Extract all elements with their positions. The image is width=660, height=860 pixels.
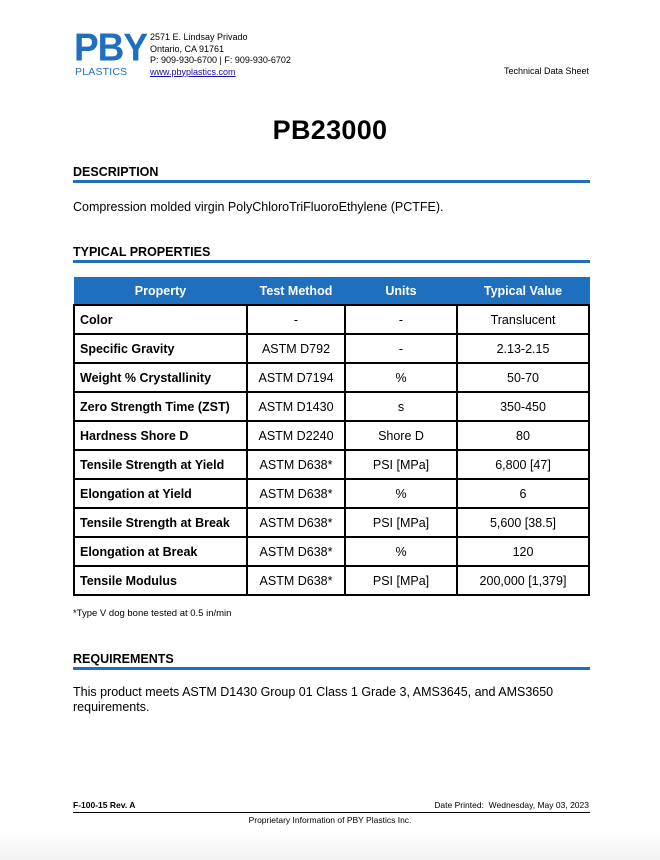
typical-value: 120 xyxy=(457,537,589,566)
table-header-row xyxy=(74,277,589,305)
company-address xyxy=(150,32,291,78)
typical-properties-heading: TYPICAL PROPERTIES xyxy=(73,245,590,263)
typical-value: 5,600 [38.5] xyxy=(457,508,589,537)
property-name: Hardness Shore D xyxy=(74,421,247,450)
property-name: Specific Gravity xyxy=(74,334,247,363)
property-name: Zero Strength Time (ZST) xyxy=(74,392,247,421)
property-name: Tensile Strength at Break xyxy=(74,508,247,537)
table-row xyxy=(74,392,589,421)
test-method: ASTM D792 xyxy=(247,334,345,363)
property-name: Tensile Modulus xyxy=(74,566,247,595)
address-line-2: Ontario, CA 91761 xyxy=(150,43,225,54)
description-heading: DESCRIPTION xyxy=(73,165,590,183)
units: % xyxy=(345,363,457,392)
test-method: ASTM D7194 xyxy=(247,363,345,392)
date-printed-value: Wednesday, May 03, 2023 xyxy=(488,800,589,810)
column-header-test-method: Test Method xyxy=(247,277,345,305)
test-method: ASTM D638* xyxy=(247,508,345,537)
units: - xyxy=(345,305,457,334)
typical-value: 350-450 xyxy=(457,392,589,421)
proprietary-notice: Proprietary Information of PBY Plastics Inc. xyxy=(248,815,412,825)
typical-value: 6,800 [47] xyxy=(457,450,589,479)
address-line-1: 2571 E. Lindsay Privado xyxy=(150,32,248,42)
footer-divider xyxy=(73,812,590,813)
property-name: Elongation at Yield xyxy=(74,479,247,508)
table-row xyxy=(74,537,589,566)
units: PSI [MPa] xyxy=(345,566,457,595)
date-printed-label: Date Printed: xyxy=(434,800,484,810)
units: % xyxy=(345,537,457,566)
requirements-heading: REQUIREMENTS xyxy=(73,652,590,670)
properties-table xyxy=(73,277,590,596)
table-footnote: *Type V dog bone tested at 0.5 in/min xyxy=(73,608,232,619)
form-number: F-100-15 Rev. A xyxy=(73,800,136,810)
phone-fax-line: P: 909-930-6700 | F: 909-930-6702 xyxy=(150,55,291,65)
table-row xyxy=(74,334,589,363)
description-text: Compression molded virgin PolyChloroTriFluoroEthylene (PCTFE). xyxy=(73,200,444,214)
units: s xyxy=(345,392,457,421)
table-row xyxy=(74,566,589,595)
page-title: PB23000 xyxy=(272,115,388,145)
typical-value: 6 xyxy=(457,479,589,508)
table-row xyxy=(74,421,589,450)
typical-value: 2.13-2.15 xyxy=(457,334,589,363)
test-method: ASTM D2240 xyxy=(247,421,345,450)
property-name: Tensile Strength at Yield xyxy=(74,450,247,479)
table-row xyxy=(74,305,589,334)
table-row xyxy=(74,508,589,537)
requirements-text: This product meets ASTM D1430 Group 01 Class 1 Grade 3, AMS3645, and AMS3650 requirements. xyxy=(73,685,554,714)
page-bottom-shade xyxy=(0,832,660,860)
test-method: ASTM D1430 xyxy=(247,392,345,421)
typical-value: Translucent xyxy=(457,305,589,334)
typical-value: 200,000 [1,379] xyxy=(457,566,589,595)
website-link[interactable]: www.pbyplastics.com xyxy=(150,66,236,77)
column-header-property: Property xyxy=(74,277,247,305)
logo-main-text: PBY xyxy=(74,25,148,69)
units: PSI [MPa] xyxy=(345,450,457,479)
column-header-typical-value: Typical Value xyxy=(457,277,589,305)
table-row xyxy=(74,450,589,479)
units: Shore D xyxy=(345,421,457,450)
test-method: ASTM D638* xyxy=(247,566,345,595)
test-method: ASTM D638* xyxy=(247,479,345,508)
property-name: Weight % Crystallinity xyxy=(74,363,247,392)
typical-value: 50-70 xyxy=(457,363,589,392)
units: PSI [MPa] xyxy=(345,508,457,537)
typical-value: 80 xyxy=(457,421,589,450)
test-method: ASTM D638* xyxy=(247,537,345,566)
units: - xyxy=(345,334,457,363)
test-method: - xyxy=(247,305,345,334)
table-row xyxy=(74,363,589,392)
logo-sub-text: PLASTICS xyxy=(75,66,128,78)
units: % xyxy=(345,479,457,508)
property-name: Elongation at Break xyxy=(74,537,247,566)
company-logo xyxy=(74,25,148,82)
column-header-units: Units xyxy=(345,277,457,305)
date-printed xyxy=(434,800,589,810)
property-name: Color xyxy=(74,305,247,334)
document-type-label: Technical Data Sheet xyxy=(503,66,589,76)
test-method: ASTM D638* xyxy=(247,450,345,479)
table-row xyxy=(74,479,589,508)
